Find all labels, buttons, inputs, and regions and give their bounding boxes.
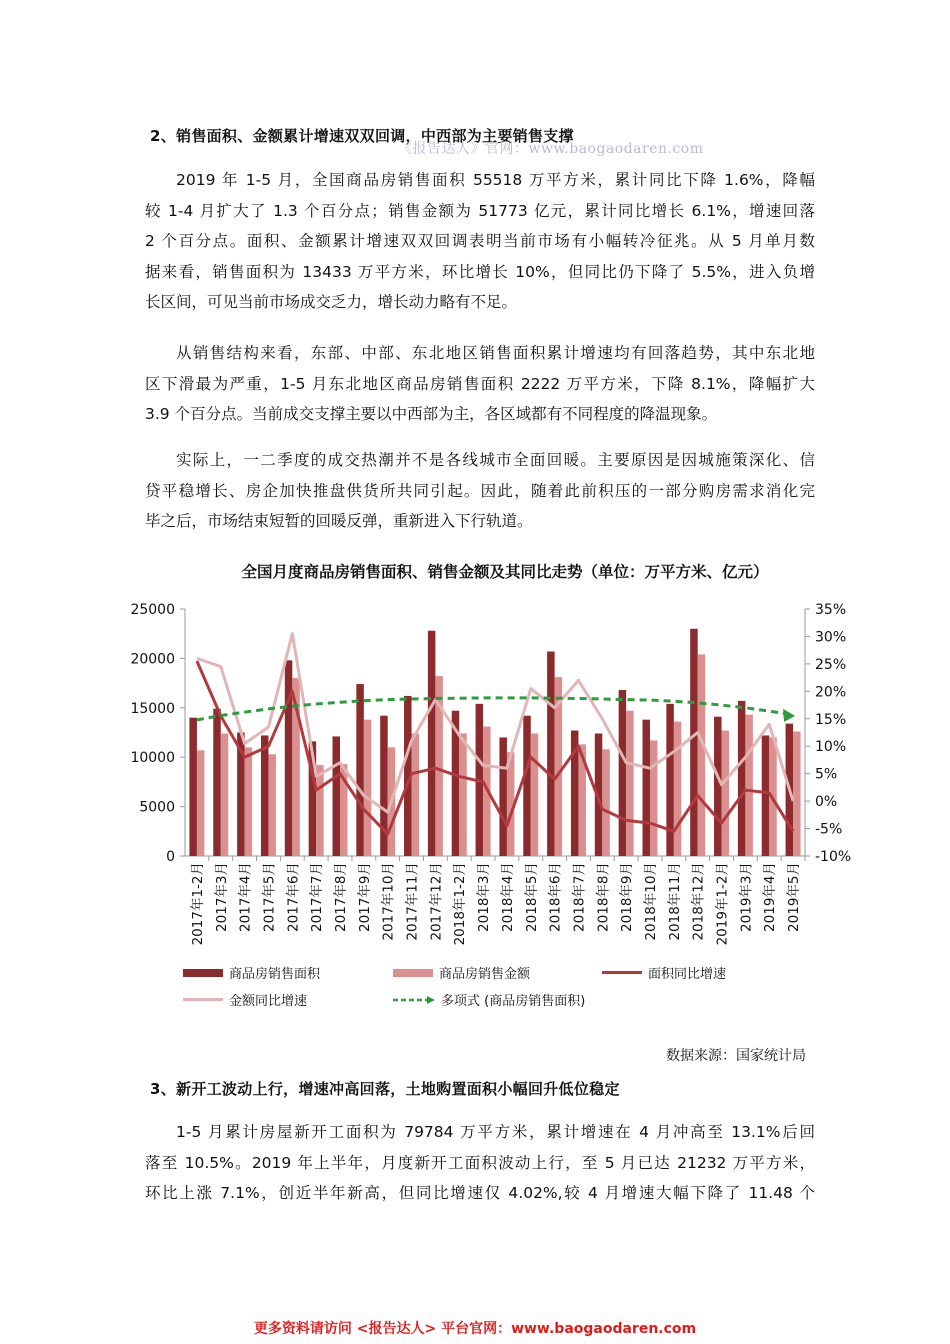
- legend-swatch-area-growth: [602, 971, 642, 974]
- bar-sales-area: [714, 717, 722, 856]
- text-line: 实际上，一二季度的成交热潮并不是各线城市全面回暖。主要原因是因城施策深化、信: [176, 451, 815, 469]
- x-tick-label: 2017年7月: [309, 862, 326, 932]
- x-tick-label: 2017年6月: [285, 862, 302, 932]
- text-line: 毕之后，市场结束短暂的回暖反弹，重新进入下行轨道。: [145, 512, 533, 530]
- legend-label: 面积同比增速: [648, 967, 727, 982]
- x-tick-label: 2018年12月: [690, 862, 707, 941]
- text-line: 3.9 个百分点。当前成交支撑主要以中西部为主，各区域都有不同程度的降温现象。: [145, 405, 718, 423]
- x-tick-label: 2019年1-2月: [714, 862, 731, 946]
- paragraph-sales-overview: [145, 165, 815, 318]
- x-tick-label: 2018年10月: [643, 862, 659, 941]
- x-tick-label: 2017年4月: [237, 862, 254, 932]
- right-tick-label: 15%: [815, 711, 847, 728]
- x-tick-label: 2017年9月: [356, 862, 373, 932]
- x-tick-label: 2018年8月: [595, 862, 612, 932]
- right-tick-label: -10%: [815, 849, 852, 865]
- legend-swatch-amount-growth: [183, 998, 223, 1001]
- legend-item-amount-growth: [183, 990, 307, 1009]
- x-tick-label: 2017年12月: [428, 862, 445, 941]
- legend-item-area-growth: [602, 963, 726, 982]
- right-tick-label: 10%: [815, 739, 847, 756]
- bar-sales-area: [356, 684, 364, 856]
- bar-sales-area: [333, 736, 341, 856]
- x-tick-label: 2018年9月: [619, 862, 636, 932]
- bar-sales-amount: [698, 654, 706, 856]
- bar-sales-area: [499, 737, 507, 856]
- bar-sales-amount: [745, 715, 753, 856]
- bar-sales-amount: [245, 747, 253, 856]
- x-tick-label: 2017年8月: [333, 862, 349, 932]
- right-tick-label: 35%: [815, 602, 847, 618]
- section3-heading: 3、新开工波动上行，增速冲高回落，土地购置面积小幅回升低位稳定: [150, 1080, 620, 1098]
- bar-sales-amount: [197, 750, 205, 856]
- bar-sales-amount: [722, 731, 730, 856]
- x-tick-label: 2018年7月: [571, 862, 588, 932]
- text-line: 环比上涨 7.1%，创近半年新高，但同比增速仅 4.02%,较 4 月增速大幅下降了 11.48 个: [145, 1184, 815, 1202]
- legend-item-trend: [393, 990, 585, 1009]
- x-tick-label: 2018年1-2月: [452, 862, 469, 946]
- bar-sales-area: [428, 631, 436, 856]
- bar-sales-amount: [602, 749, 610, 856]
- footer-link[interactable]: 更多资料请访问 <报告达人> 平台官网：www.baogaodaren.com: [253, 1321, 697, 1337]
- bar-sales-amount: [626, 711, 634, 856]
- bar-sales-area: [261, 735, 269, 856]
- x-tick-label: 2019年3月: [738, 862, 755, 932]
- legend-label: 金额同比增速: [229, 994, 308, 1009]
- paragraph-new-construction: [145, 1117, 815, 1209]
- bar-sales-area: [690, 629, 698, 856]
- left-tick-label: 5000: [139, 799, 175, 816]
- x-tick-label: 2018年6月: [547, 862, 564, 932]
- text-line: 据来看，销售面积为 13433 万平方米，环比增长 10%，但同比仍下降了 5.5%，进入负增: [145, 262, 815, 281]
- x-tick-label: 2017年11月: [404, 862, 421, 941]
- bar-sales-amount: [412, 733, 420, 856]
- data-source: 数据来源：国家统计局: [666, 1048, 806, 1064]
- x-tick-label: 2017年3月: [213, 862, 230, 932]
- right-tick-label: 20%: [815, 684, 847, 701]
- bar-sales-area: [643, 720, 651, 856]
- paragraph-sales-structure: [145, 338, 815, 430]
- text-line: 区下滑最为严重，1-5 月东北地区商品房销售面积 2222 万平方米，下降 8.1%，降幅扩大: [145, 374, 815, 393]
- bar-sales-area: [523, 716, 531, 856]
- text-line: 落至 10.5%。2019 年上半年，月度新开工面积波动上行，至 5 月已达 21232 万平方米，: [145, 1153, 815, 1172]
- text-line: 长区间，可见当前市场成交乏力，增长动力略有不足。: [145, 293, 518, 311]
- bar-sales-amount: [650, 740, 658, 856]
- text-line: 贷平稳增长、房企加快推盘供货所共同引起。因此，随着此前积压的一部分购房需求消化完: [145, 481, 815, 500]
- left-tick-label: 0: [166, 849, 175, 865]
- legend-swatch-trend: [393, 995, 435, 1005]
- legend-label: 商品房销售金额: [439, 967, 531, 982]
- bar-sales-amount: [221, 733, 229, 856]
- left-tick-label: 15000: [130, 700, 175, 717]
- legend-label: 商品房销售面积: [229, 967, 321, 982]
- bar-sales-area: [666, 704, 674, 856]
- paragraph-market-cause: [145, 445, 815, 537]
- right-tick-label: 5%: [815, 766, 838, 783]
- trend-arrowhead: [783, 709, 795, 722]
- x-tick-label: 2018年3月: [476, 862, 493, 932]
- x-tick-label: 2018年4月: [499, 862, 516, 932]
- text-line: 2019 年 1-5 月，全国商品房销售面积 55518 万平方米，累计同比下降 1.6%，降幅: [176, 171, 815, 189]
- legend-swatch-area: [183, 969, 223, 977]
- left-tick-label: 20000: [130, 651, 175, 668]
- legend-item-amount: [393, 963, 530, 982]
- x-tick-label: 2017年5月: [261, 862, 278, 932]
- left-tick-label: 10000: [130, 750, 175, 767]
- right-tick-label: -5%: [815, 821, 843, 838]
- right-tick-label: 25%: [815, 656, 847, 673]
- text-line: 1-5 月累计房屋新开工面积为 79784 万平方米，累计增速在 4 月冲高至 13.1%后回: [176, 1123, 815, 1141]
- right-tick-label: 0%: [815, 794, 838, 811]
- bar-sales-area: [285, 660, 293, 856]
- bar-sales-amount: [268, 754, 276, 856]
- bar-sales-amount: [459, 733, 467, 856]
- x-tick-label: 2018年11月: [666, 862, 683, 941]
- bar-sales-amount: [364, 720, 372, 856]
- text-line: 2 个百分点。面积、金额累计增速双双回调表明当前市场有小幅转冷征兆。从 5 月单月数: [145, 232, 815, 250]
- bar-sales-amount: [316, 765, 324, 856]
- bar-sales-area: [738, 701, 746, 856]
- bar-sales-area: [762, 735, 770, 856]
- x-tick-label: 2019年4月: [762, 862, 779, 932]
- chart-title: 全国月度商品房销售面积、销售金额及其同比走势（单位：万平方米、亿元）: [241, 563, 769, 581]
- x-tick-label: 2017年1-2月: [189, 862, 206, 946]
- x-tick-label: 2018年5月: [523, 862, 540, 932]
- legend-swatch-amount: [393, 969, 433, 977]
- x-tick-label: 2017年10月: [380, 862, 397, 941]
- watermark: 《报告达人》官网：www.baogaodaren.com: [398, 141, 704, 157]
- bar-sales-amount: [531, 733, 539, 856]
- bar-sales-area: [213, 709, 221, 856]
- x-tick-label: 2019年5月: [786, 862, 803, 932]
- text-line: 较 1-4 月扩大了 1.3 个百分点；销售金额为 51773 亿元，累计同比增长 6.1%，增速回落: [145, 201, 815, 220]
- legend-label: 多项式 (商品房销售面积): [441, 994, 586, 1009]
- bar-sales-area: [189, 718, 197, 856]
- bar-sales-area: [619, 690, 627, 856]
- bar-sales-area: [547, 651, 555, 856]
- bar-sales-amount: [793, 732, 801, 856]
- legend-item-area: [183, 963, 320, 982]
- text-line: 从销售结构来看，东部、中部、东北地区销售面积累计增速均有回落趋势，其中东北地: [176, 344, 815, 362]
- bar-sales-amount: [674, 722, 682, 856]
- left-tick-label: 25000: [130, 602, 175, 618]
- right-tick-label: 30%: [815, 629, 847, 646]
- section2-heading: 2、销售面积、金额累计增速双双回调，中西部为主要销售支撑: [150, 127, 574, 145]
